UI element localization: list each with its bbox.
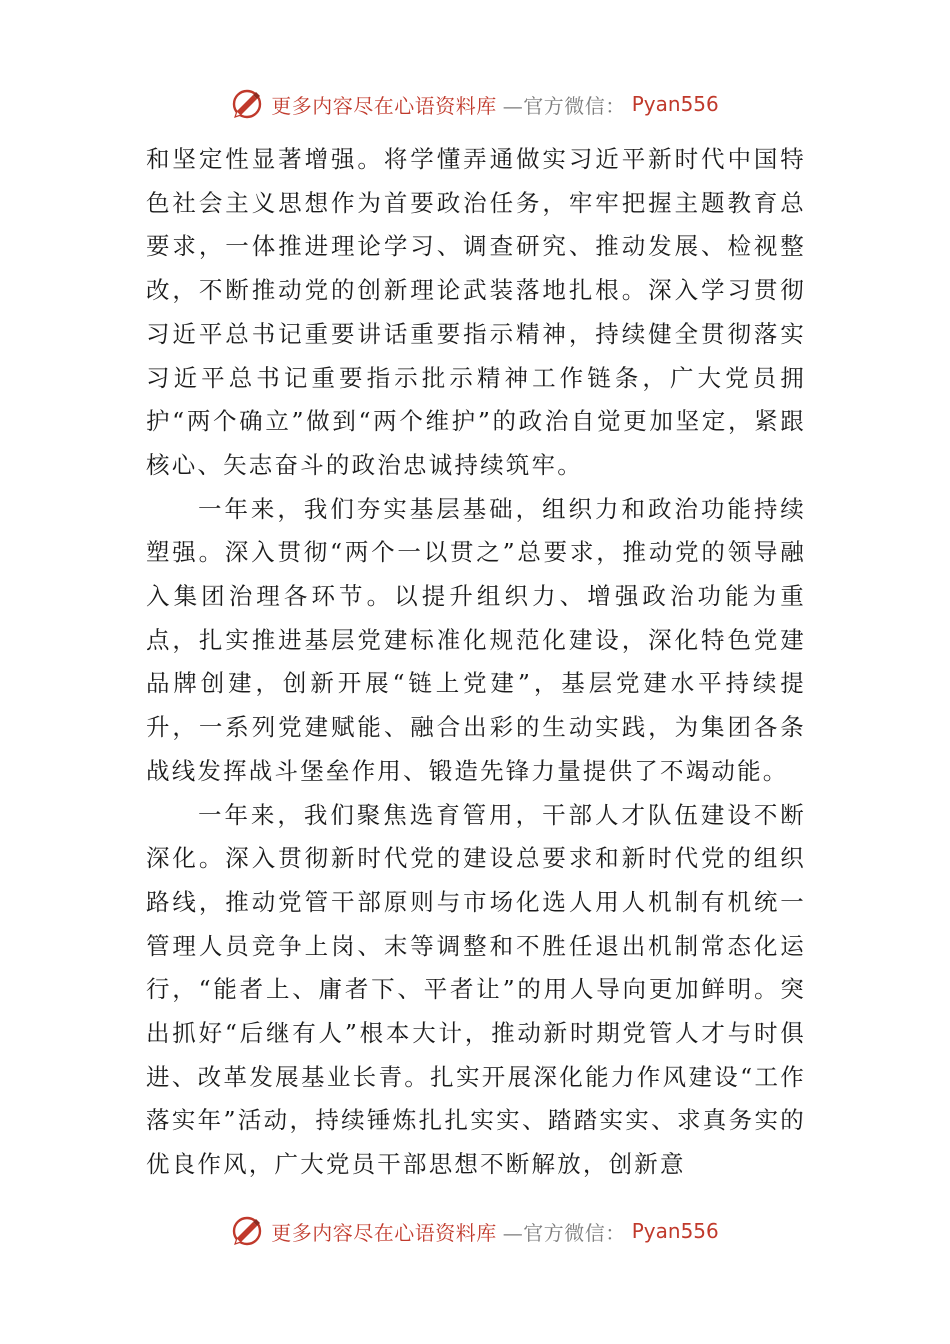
paragraph: 一年来，我们夯实基层基础，组织力和政治功能持续塑强。深入贯彻“两个一以贯之”总要求，推动党的领导融入集团治理各环节。以提升组织力、增强政治功能为重点，扎实推进基层党建标准化规范化建设，深化特色党建品牌创建，创新开展“链上党建”，基层党建水平持续提升，一系列党建赋能、融合出彩的生动实践，为集团各条战线发挥战斗堡垒作用、锻造先锋力量提供了不竭动能。 <box>146 494 806 785</box>
paragraph: 和坚定性显著增强。将学懂弄通做实习近平新时代中国特色社会主义思想作为首要政治任务，牢牢把握主题教育总要求，一体推进理论学习、调查研究、推动发展、检视整改，不断推动党的创新理论武装落地扎根。深入学习贯彻习近平总书记重要讲话重要指示精神，持续健全贯彻落实习近平总书记重要指示批示精神工作链条，广大党员拥护“两个确立”做到“两个维护”的政治自觉更加坚定，紧跟核心、矢志奋斗的政治忠诚持续筑牢。 <box>146 145 806 479</box>
document-body <box>146 138 806 1187</box>
pen-logo-icon <box>231 87 265 121</box>
header-banner <box>0 84 950 124</box>
paragraph: 一年来，我们聚焦选育管用，干部人才队伍建设不断深化。深入贯彻新时代党的建设总要求和新时代党的组织路线，推动党管干部原则与市场化选人用人机制有机统一管理人员竞争上岗、末等调整和不胜任退出机制常态化运行，“能者上、庸者下、平者让”的用人导向更加鲜明。突出抓好“后继有人”根本大计，推动新时期党管人才与时俱进、改革发展基业长青。扎实开展深化能力作风建设“工作落实年”活动，持续锤炼扎扎实实、踏踏实实、求真务实的优良作风，广大党员干部思想不断解放，创新意 <box>146 800 806 1179</box>
banner-subtitle: —官方微信： <box>502 1220 626 1245</box>
footer-banner <box>0 1211 950 1251</box>
banner-wechat-id: Pyan556 <box>631 1219 719 1243</box>
banner-wechat-id: Pyan556 <box>631 92 719 116</box>
banner-title: 更多内容尽在心语资料库 <box>271 93 497 118</box>
pen-logo-icon <box>231 1214 265 1248</box>
banner-subtitle: —官方微信： <box>502 93 626 118</box>
banner-title: 更多内容尽在心语资料库 <box>271 1220 497 1245</box>
